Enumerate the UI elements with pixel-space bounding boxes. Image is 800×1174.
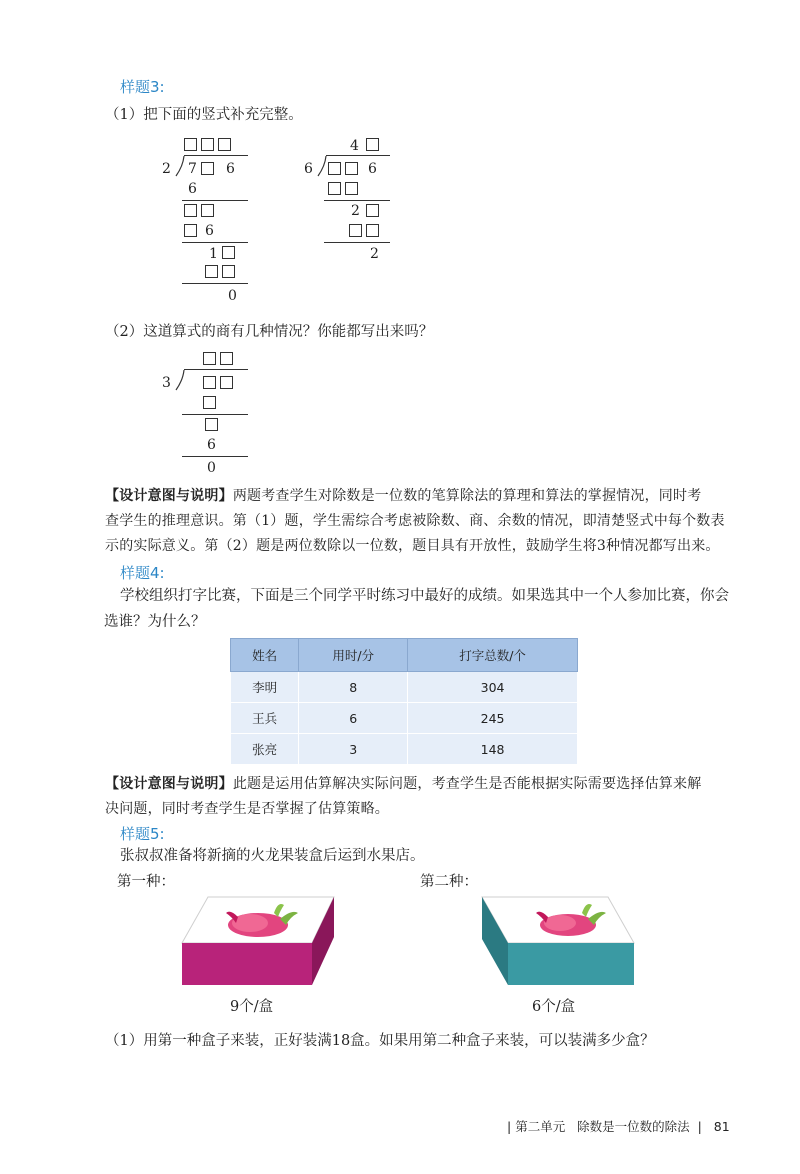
sample5-title: 样题5: (120, 825, 165, 843)
design-note-3: 【设计意图与说明】两题考查学生对除数是一位数的笔算除法的算理和算法的掌握情况，同时考 查学生的推理意识。第（1）题，学生需综合考虑被除数、商、余数的情况，即清楚竖式中每个数表 示的实际意义。第（2）题是两位数除以一位数，题目具有开放性，鼓励学生将3种情况都写出来。 (105, 488, 725, 554)
page-number: 81 (713, 1119, 730, 1134)
footer-chapter: 除数是一位数的除法 (577, 1119, 690, 1134)
box-type-1-label: 第一种： (117, 874, 175, 890)
table-row: 王兵 6 245 (231, 703, 578, 734)
typing-score-table (230, 638, 578, 765)
page-footer: | 第二单元 除数是一位数的除法 | 81 (507, 1119, 730, 1134)
box-type-1-caption: 9个/盒 (230, 999, 274, 1015)
divisor-b: 6 (304, 161, 313, 177)
box-type-2-caption: 6个/盒 (532, 999, 576, 1015)
divisor-a: 2 (162, 161, 171, 177)
design-note-4: 【设计意图与说明】此题是运用估算解决实际问题，考查学生是否能根据实际需要选择估算来解 决问题，同时考查学生是否掌握了估算策略。 (105, 776, 702, 817)
sample4-text-2: 选谁？为什么？ (104, 614, 206, 630)
table-header: 用时/分 (299, 639, 408, 672)
table-header: 姓名 (231, 639, 299, 672)
sample4-title: 样题4: (120, 564, 165, 582)
long-division-c: 3 6 0 (160, 352, 260, 482)
sample5-text: 张叔叔准备将新摘的火龙果装盒后运到水果店。 (120, 848, 425, 864)
table-row: 李明 8 304 (231, 672, 578, 703)
sample3-title: 样题3: (120, 78, 165, 96)
dragon-fruit-box-2-image (478, 893, 638, 993)
long-division-b: 4 6 6 2 2 (302, 138, 402, 268)
table-row: 张亮 3 148 (231, 734, 578, 765)
sample5-question-1: （1）用第一种盒子来装，正好装满18盒。如果用第二种盒子来装，可以装满多少盒？ (105, 1033, 655, 1049)
table-header: 打字总数/个 (408, 639, 578, 672)
long-division-a: 2 7 6 6 6 1 0 (160, 138, 260, 308)
sample4-text-1: 学校组织打字比赛，下面是三个同学平时练习中最好的成绩。如果选其中一个人参加比赛，你会 (120, 588, 729, 604)
divisor-c: 3 (162, 375, 171, 391)
sample3-question-1: （1）把下面的竖式补充完整。 (105, 107, 303, 123)
sample3-question-2: （2）这道算式的商有几种情况？你能都写出来吗？ (105, 324, 434, 340)
box-type-2-label: 第二种： (420, 874, 478, 890)
dragon-fruit-box-1-image (178, 893, 338, 993)
footer-unit: 第二单元 (515, 1119, 566, 1134)
